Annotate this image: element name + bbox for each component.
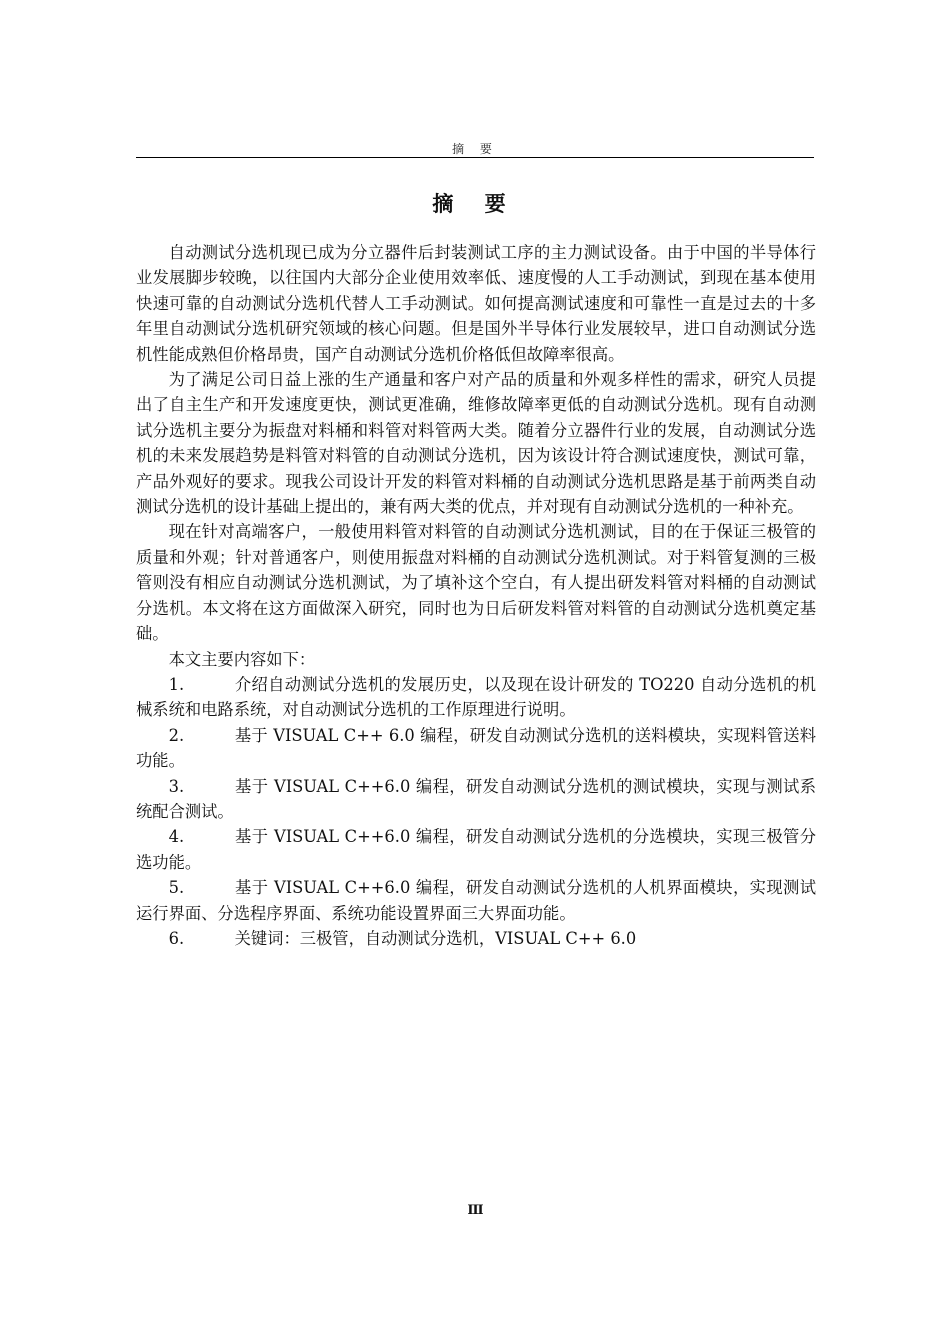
header-rule	[136, 157, 814, 158]
paragraph: 本文主要内容如下：	[168, 649, 316, 669]
abstract-body	[136, 240, 816, 951]
list-item-text: 基于 VISUAL C++6.0 编程，研发自动测试分选机的人机界面模块，实现测试运行界面、分选程序界面、系统功能设置界面三大界面功能。	[136, 878, 816, 923]
list-item-text: 介绍自动测试分选机的发展历史，以及现在设计研发的 TO220 自动分选机的机械系统和电路系统，对自动测试分选机的工作原理进行说明。	[136, 674, 816, 720]
list-item	[136, 824, 816, 875]
list-item-text: 基于 VISUAL C++6.0 编程，研发自动测试分选机的分选模块，实现三极管分选功能。	[136, 827, 816, 872]
list-item-number: 3.	[168, 776, 185, 796]
list-item	[136, 926, 816, 951]
page-number: III	[467, 1203, 483, 1218]
list-item-number: 4.	[168, 827, 185, 847]
list-item-number: 1.	[168, 674, 185, 694]
list-item	[136, 774, 816, 825]
list-item-text: 基于 VISUAL C++ 6.0 编程，研发自动测试分选机的送料模块，实现料管送料功能。	[136, 725, 816, 771]
page-title: 摘 要	[432, 192, 518, 217]
list-item-text: 基于 VISUAL C++6.0 编程，研发自动测试分选机的测试模块，实现与测试系统配合测试。	[136, 776, 816, 821]
list-item-number: 5.	[168, 878, 185, 898]
list-item-number: 2.	[168, 725, 185, 745]
paragraph: 为了满足公司日益上涨的生产通量和客户对产品的质量和外观多样性的需求，研究人员提出了自主生产和开发速度更快，测试更准确，维修故障率更低的自动测试分选机。现有自动测试分选机主要分为振盘对料桶和料管对料管两大类。随着分立器件行业的发展，自动测试分选机的未来发展趋势是料管对料管的自动测试分选机，因为该设计符合测试速度快，测试可靠，产品外观好的要求。现我公司设计开发的料管对料桶的自动测试分选机思路是基于前两类自动测试分选机的设计基础上提出的，兼有两大类的优点，并对现有自动测试分选机的一种补充。	[136, 370, 816, 517]
list-item	[136, 723, 816, 774]
list-item	[136, 672, 816, 723]
list-item-number: 6.	[168, 928, 185, 948]
running-header: 摘 要	[452, 142, 498, 156]
paragraph: 自动测试分选机现已成为分立器件后封装测试工序的主力测试设备。由于中国的半导体行业发展脚步较晚，以往国内大部分企业使用效率低、速度慢的人工手动测试，到现在基本使用快速可靠的自动测试分选机代替人工手动测试。如何提高测试速度和可靠性一直是过去的十多年里自动测试分选机研究领域的核心问题。但是国外半导体行业发展较早，进口自动测试分选机性能成熟但价格昂贵，国产自动测试分选机价格低但故障率很高。	[136, 243, 816, 364]
list-item	[136, 875, 816, 926]
list-item-text: 关键词：三极管，自动测试分选机，VISUAL C++ 6.0	[234, 928, 637, 948]
paragraph: 现在针对高端客户，一般使用料管对料管的自动测试分选机测试，目的在于保证三极管的质量和外观；针对普通客户，则使用振盘对料桶的自动测试分选机测试。对于料管复测的三极管则没有相应自动测试分选机测试，为了填补这个空白，有人提出研发料管对料桶的自动测试分选机。本文将在这方面做深入研究，同时也为日后研发料管对料管的自动测试分选机奠定基础。	[136, 522, 816, 644]
